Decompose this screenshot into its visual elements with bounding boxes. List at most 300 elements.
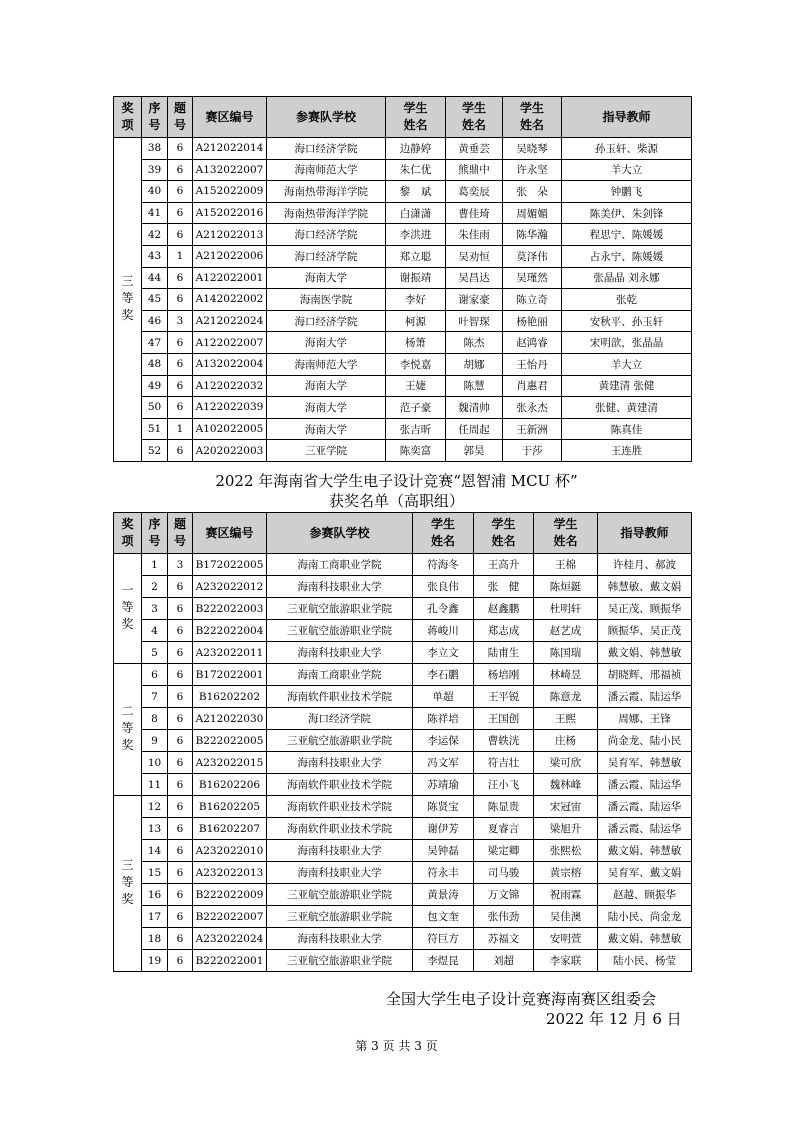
- code-cell: A212022024: [193, 310, 267, 332]
- student2-cell: 司马骏: [474, 862, 534, 884]
- school-cell: 三亚航空旅游职业学院: [267, 598, 413, 620]
- header-teacher: 指导教师: [562, 97, 692, 138]
- seq-cell: 11: [142, 774, 168, 796]
- table-row: [114, 576, 692, 598]
- student1-cell: 陈贤宝: [413, 796, 474, 818]
- student3-cell: 梁旭升: [534, 818, 598, 840]
- student2-cell: 任周起: [446, 418, 503, 440]
- topic-cell: 1: [168, 245, 193, 267]
- student1-cell: 郑立聪: [386, 245, 446, 267]
- table-row: [114, 418, 692, 440]
- topic-cell: 6: [168, 752, 193, 774]
- student3-cell: 陈立奇: [503, 289, 562, 311]
- seq-cell: 48: [142, 353, 168, 375]
- school-cell: 海南大学: [267, 397, 386, 419]
- student2-cell: 谢家豪: [446, 289, 503, 311]
- code-cell: A122022001: [193, 267, 267, 289]
- student3-cell: 吴瑾然: [503, 267, 562, 289]
- topic-cell: 6: [168, 289, 193, 311]
- school-cell: 海南师范大学: [267, 159, 386, 181]
- student3-cell: 赵艺成: [534, 620, 598, 642]
- student2-cell: 梁定卿: [474, 840, 534, 862]
- student3-cell: 陈烜鋌: [534, 576, 598, 598]
- header-school: 参赛队学校: [267, 97, 386, 138]
- student2-cell: 朱佳雨: [446, 224, 503, 246]
- student3-cell: 吴晓琴: [503, 138, 562, 160]
- student2-cell: 杨培刚: [474, 664, 534, 686]
- code-cell: B222022007: [193, 906, 267, 928]
- header-student2: 学生姓名: [474, 513, 534, 554]
- header-student1: 学生姓名: [386, 97, 446, 138]
- teacher-cell: 安秋平、孙玉轩: [562, 310, 692, 332]
- table-row: [114, 730, 692, 752]
- student1-cell: 李煜昆: [413, 950, 474, 972]
- code-cell: B172022001: [193, 664, 267, 686]
- topic-cell: 6: [168, 906, 193, 928]
- code-cell: A202022003: [193, 440, 267, 462]
- student1-cell: 苏靖瑜: [413, 774, 474, 796]
- code-cell: B222022003: [193, 598, 267, 620]
- table-row: [114, 267, 692, 289]
- teacher-cell: 吴正茂、顾振华: [598, 598, 692, 620]
- topic-cell: 3: [168, 554, 193, 576]
- code-cell: A142022002: [193, 289, 267, 311]
- student3-cell: 陈意龙: [534, 686, 598, 708]
- table-row: [114, 862, 692, 884]
- table-row: [114, 774, 692, 796]
- code-cell: A232022013: [193, 862, 267, 884]
- teacher-cell: 顾振华、吴正茂: [598, 620, 692, 642]
- teacher-cell: 许桂月、郝波: [598, 554, 692, 576]
- code-cell: A122022007: [193, 332, 267, 354]
- student1-cell: 边静婷: [386, 138, 446, 160]
- topic-cell: 6: [168, 796, 193, 818]
- student2-cell: 王平锐: [474, 686, 534, 708]
- student2-cell: 吴劝恒: [446, 245, 503, 267]
- teacher-cell: 陈美伊、朱剑锋: [562, 202, 692, 224]
- student3-cell: 林崎昱: [534, 664, 598, 686]
- topic-cell: 6: [168, 818, 193, 840]
- table-row: [114, 840, 692, 862]
- student2-cell: 万文锦: [474, 884, 534, 906]
- school-cell: 海口经济学院: [267, 310, 386, 332]
- seq-cell: 6: [142, 664, 168, 686]
- header-student3: 学生姓名: [503, 97, 562, 138]
- code-cell: B222022005: [193, 730, 267, 752]
- student1-cell: 陈祥培: [413, 708, 474, 730]
- code-cell: A122022032: [193, 375, 267, 397]
- teacher-cell: 潘云霞、陆运华: [598, 796, 692, 818]
- student1-cell: 蒋峻川: [413, 620, 474, 642]
- student3-cell: 周媚媚: [503, 202, 562, 224]
- teacher-cell: 钟鹏飞: [562, 181, 692, 203]
- code-cell: A102022005: [193, 418, 267, 440]
- code-cell: A152022009: [193, 181, 267, 203]
- student1-cell: 符海冬: [413, 554, 474, 576]
- topic-cell: 6: [168, 884, 193, 906]
- header-seq: 序号: [142, 97, 168, 138]
- student2-cell: 郑志成: [474, 620, 534, 642]
- table-row: [114, 818, 692, 840]
- seq-cell: 52: [142, 440, 168, 462]
- school-cell: 海南大学: [267, 418, 386, 440]
- table-row: [114, 289, 692, 311]
- student3-cell: 吴佳澳: [534, 906, 598, 928]
- school-cell: 三亚航空旅游职业学院: [267, 950, 413, 972]
- code-cell: B222022004: [193, 620, 267, 642]
- student1-cell: 白潇潇: [386, 202, 446, 224]
- code-cell: A232022015: [193, 752, 267, 774]
- student3-cell: 赵鸿睿: [503, 332, 562, 354]
- topic-cell: 6: [168, 686, 193, 708]
- student1-cell: 单超: [413, 686, 474, 708]
- student2-cell: 葛奕辰: [446, 181, 503, 203]
- code-cell: A232022011: [193, 642, 267, 664]
- award-level-cell: 三等奖: [114, 796, 142, 972]
- table-row: [114, 332, 692, 354]
- seq-cell: 45: [142, 289, 168, 311]
- topic-cell: 6: [168, 642, 193, 664]
- school-cell: 海口经济学院: [267, 708, 413, 730]
- school-cell: 三亚航空旅游职业学院: [267, 620, 413, 642]
- seq-cell: 42: [142, 224, 168, 246]
- topic-cell: 6: [168, 267, 193, 289]
- teacher-cell: 张晶晶 刘永娜: [562, 267, 692, 289]
- header-topic: 题号: [168, 513, 193, 554]
- school-cell: 海南科技职业大学: [267, 840, 413, 862]
- table-row: [114, 664, 692, 686]
- table-row: [114, 181, 692, 203]
- header-award: 奖项: [114, 97, 142, 138]
- student2-cell: 郭昊: [446, 440, 503, 462]
- table-row: [114, 159, 692, 181]
- seq-cell: 13: [142, 818, 168, 840]
- student2-cell: 吴昌达: [446, 267, 503, 289]
- code-cell: B16202206: [193, 774, 267, 796]
- table-row: [114, 397, 692, 419]
- teacher-cell: 韩慧敏、戴文娟: [598, 576, 692, 598]
- code-cell: A232022024: [193, 928, 267, 950]
- school-cell: 海南大学: [267, 375, 386, 397]
- topic-cell: 6: [168, 840, 193, 862]
- student1-cell: 孔令鑫: [413, 598, 474, 620]
- award-level-cell: 二等奖: [114, 664, 142, 796]
- topic-cell: 6: [168, 181, 193, 203]
- competition-title: 2022 年海南省大学生电子设计竞赛“恩智浦 MCU 杯”: [215, 472, 578, 490]
- teacher-cell: 陈真佳: [562, 418, 692, 440]
- topic-cell: 6: [168, 138, 193, 160]
- topic-cell: 1: [168, 418, 193, 440]
- student1-cell: 李好: [386, 289, 446, 311]
- topic-cell: 6: [168, 332, 193, 354]
- student2-cell: 赵鑫鹏: [474, 598, 534, 620]
- school-cell: 三亚航空旅游职业学院: [267, 884, 413, 906]
- header-student3: 学生姓名: [534, 513, 598, 554]
- student2-cell: 魏清帅: [446, 397, 503, 419]
- topic-cell: 6: [168, 353, 193, 375]
- student3-cell: 杨艳丽: [503, 310, 562, 332]
- table-row: [114, 440, 692, 462]
- student3-cell: 莫泽伟: [503, 245, 562, 267]
- header-code: 赛区编号: [193, 513, 267, 554]
- student3-cell: 李家联: [534, 950, 598, 972]
- teacher-cell: 戴文娟、韩慧敏: [598, 840, 692, 862]
- table-row: [114, 752, 692, 774]
- student1-cell: 李运保: [413, 730, 474, 752]
- code-cell: B16202207: [193, 818, 267, 840]
- teacher-cell: 赵越、顾振华: [598, 884, 692, 906]
- student1-cell: 范子豪: [386, 397, 446, 419]
- school-cell: 海南科技职业大学: [267, 642, 413, 664]
- seq-cell: 41: [142, 202, 168, 224]
- student3-cell: 陈华瀚: [503, 224, 562, 246]
- seq-cell: 18: [142, 928, 168, 950]
- seq-cell: 3: [142, 598, 168, 620]
- teacher-cell: 戴文娟、韩慧敏: [598, 642, 692, 664]
- seq-cell: 40: [142, 181, 168, 203]
- student3-cell: 张永杰: [503, 397, 562, 419]
- student3-cell: 杜明轩: [534, 598, 598, 620]
- table-body: [114, 554, 692, 972]
- seq-cell: 7: [142, 686, 168, 708]
- code-cell: A152022016: [193, 202, 267, 224]
- topic-cell: 6: [168, 202, 193, 224]
- table-header-row: [114, 97, 692, 138]
- table-body: [114, 138, 692, 462]
- code-cell: B222022009: [193, 884, 267, 906]
- teacher-cell: 黄建清 张健: [562, 375, 692, 397]
- table-row: [114, 796, 692, 818]
- topic-cell: 6: [168, 598, 193, 620]
- topic-cell: 6: [168, 159, 193, 181]
- school-cell: 海南师范大学: [267, 353, 386, 375]
- student1-cell: 张良伟: [413, 576, 474, 598]
- seq-cell: 19: [142, 950, 168, 972]
- student2-cell: 刘超: [474, 950, 534, 972]
- teacher-cell: 王连胜: [562, 440, 692, 462]
- topic-cell: 6: [168, 928, 193, 950]
- header-topic: 题号: [168, 97, 193, 138]
- student3-cell: 王熙: [534, 708, 598, 730]
- seq-cell: 46: [142, 310, 168, 332]
- teacher-cell: 程思宁、陈媛媛: [562, 224, 692, 246]
- student3-cell: 陈国瑞: [534, 642, 598, 664]
- student2-cell: 陈慧: [446, 375, 503, 397]
- header-student1: 学生姓名: [413, 513, 474, 554]
- table-row: [114, 950, 692, 972]
- topic-cell: 6: [168, 708, 193, 730]
- seq-cell: 1: [142, 554, 168, 576]
- topic-cell: 6: [168, 862, 193, 884]
- teacher-cell: 宋明歆，张晶晶: [562, 332, 692, 354]
- teacher-cell: 羊大立: [562, 159, 692, 181]
- student1-cell: 符巨方: [413, 928, 474, 950]
- student3-cell: 庄杨: [534, 730, 598, 752]
- table-row: [114, 224, 692, 246]
- header-teacher: 指导教师: [598, 513, 692, 554]
- student1-cell: 符永丰: [413, 862, 474, 884]
- code-cell: B222022001: [193, 950, 267, 972]
- code-cell: A232022012: [193, 576, 267, 598]
- student2-cell: 符吉壮: [474, 752, 534, 774]
- table-row: [114, 138, 692, 160]
- student1-cell: 柯源: [386, 310, 446, 332]
- student2-cell: 胡娜: [446, 353, 503, 375]
- student1-cell: 冯文军: [413, 752, 474, 774]
- seq-cell: 8: [142, 708, 168, 730]
- student2-cell: 张 健: [474, 576, 534, 598]
- teacher-cell: 胡晓辉、邢福祯: [598, 664, 692, 686]
- table-header-row: [114, 513, 692, 554]
- seq-cell: 44: [142, 267, 168, 289]
- school-cell: 海南工商职业学院: [267, 664, 413, 686]
- table-row: [114, 353, 692, 375]
- header-award: 奖项: [114, 513, 142, 554]
- seq-cell: 16: [142, 884, 168, 906]
- header-seq: 序号: [142, 513, 168, 554]
- topic-cell: 6: [168, 730, 193, 752]
- seq-cell: 39: [142, 159, 168, 181]
- code-cell: A212022014: [193, 138, 267, 160]
- seq-cell: 43: [142, 245, 168, 267]
- topic-cell: 6: [168, 950, 193, 972]
- school-cell: 海南软件职业技术学院: [267, 796, 413, 818]
- code-cell: A212022030: [193, 708, 267, 730]
- table-row: [114, 202, 692, 224]
- student3-cell: 王棉: [534, 554, 598, 576]
- seq-cell: 38: [142, 138, 168, 160]
- student1-cell: 王婕: [386, 375, 446, 397]
- school-cell: 海南软件职业技术学院: [267, 774, 413, 796]
- school-cell: 海南科技职业大学: [267, 576, 413, 598]
- student2-cell: 曹轶洸: [474, 730, 534, 752]
- award-level-cell: 一等奖: [114, 554, 142, 664]
- school-cell: 三亚航空旅游职业学院: [267, 730, 413, 752]
- page-number: 第 3 页 共 3 页: [355, 1039, 438, 1053]
- student3-cell: 祝雨霖: [534, 884, 598, 906]
- seq-cell: 17: [142, 906, 168, 928]
- organizer-signature: 全国大学生电子设计竞赛海南赛区组委会: [386, 990, 657, 1008]
- school-cell: 海南科技职业大学: [267, 752, 413, 774]
- topic-cell: 6: [168, 774, 193, 796]
- student3-cell: 魏林峰: [534, 774, 598, 796]
- teacher-cell: 占永宁、陈媛媛: [562, 245, 692, 267]
- teacher-cell: 吴育军、戴文娟: [598, 862, 692, 884]
- student1-cell: 谢伊芳: [413, 818, 474, 840]
- seq-cell: 4: [142, 620, 168, 642]
- student2-cell: 夏睿言: [474, 818, 534, 840]
- student3-cell: 梁可欣: [534, 752, 598, 774]
- student2-cell: 熊鼎中: [446, 159, 503, 181]
- school-cell: 海南科技职业大学: [267, 862, 413, 884]
- student2-cell: 张伟劲: [474, 906, 534, 928]
- student3-cell: 许永坚: [503, 159, 562, 181]
- student3-cell: 王新洲: [503, 418, 562, 440]
- seq-cell: 51: [142, 418, 168, 440]
- student1-cell: 陈奕富: [386, 440, 446, 462]
- teacher-cell: 戴文娟、韩慧敏: [598, 928, 692, 950]
- code-cell: A122022039: [193, 397, 267, 419]
- seq-cell: 50: [142, 397, 168, 419]
- teacher-cell: 潘云霞、陆运华: [598, 774, 692, 796]
- student3-cell: 张 朵: [503, 181, 562, 203]
- student2-cell: 王高升: [474, 554, 534, 576]
- student1-cell: 包文奎: [413, 906, 474, 928]
- school-cell: 海口经济学院: [267, 224, 386, 246]
- teacher-cell: 周娜、王锋: [598, 708, 692, 730]
- award-table-undergrad: [113, 96, 692, 462]
- teacher-cell: 羊大立: [562, 353, 692, 375]
- student2-cell: 黄垂芸: [446, 138, 503, 160]
- code-cell: A132022004: [193, 353, 267, 375]
- table-row: [114, 620, 692, 642]
- teacher-cell: 尚金龙、陆小民: [598, 730, 692, 752]
- student3-cell: 宋冠宙: [534, 796, 598, 818]
- seq-cell: 49: [142, 375, 168, 397]
- table-row: [114, 642, 692, 664]
- student3-cell: 安明萱: [534, 928, 598, 950]
- student3-cell: 于莎: [503, 440, 562, 462]
- school-cell: 海南热带海洋学院: [267, 202, 386, 224]
- topic-cell: 6: [168, 375, 193, 397]
- student2-cell: 王国创: [474, 708, 534, 730]
- student2-cell: 曹佳琦: [446, 202, 503, 224]
- seq-cell: 15: [142, 862, 168, 884]
- code-cell: A232022010: [193, 840, 267, 862]
- teacher-cell: 陆小民、杨莹: [598, 950, 692, 972]
- table-row: [114, 375, 692, 397]
- student1-cell: 李洪进: [386, 224, 446, 246]
- school-cell: 海南工商职业学院: [267, 554, 413, 576]
- school-cell: 海南软件职业技术学院: [267, 686, 413, 708]
- seq-cell: 10: [142, 752, 168, 774]
- code-cell: A212022006: [193, 245, 267, 267]
- school-cell: 海南大学: [267, 332, 386, 354]
- student1-cell: 张吉昕: [386, 418, 446, 440]
- header-student2: 学生姓名: [446, 97, 503, 138]
- seq-cell: 47: [142, 332, 168, 354]
- table-row: [114, 884, 692, 906]
- student2-cell: 陈显贵: [474, 796, 534, 818]
- competition-subtitle: 获奖名单（高职组）: [328, 492, 464, 510]
- student1-cell: 杨箫: [386, 332, 446, 354]
- award-level-cell: 三等奖: [114, 138, 142, 462]
- student1-cell: 谢振靖: [386, 267, 446, 289]
- topic-cell: 6: [168, 397, 193, 419]
- award-table-vocational: [113, 512, 692, 972]
- code-cell: A212022013: [193, 224, 267, 246]
- teacher-cell: 张乾: [562, 289, 692, 311]
- student2-cell: 苏福文: [474, 928, 534, 950]
- topic-cell: 6: [168, 440, 193, 462]
- code-cell: B172022005: [193, 554, 267, 576]
- student2-cell: 汪小飞: [474, 774, 534, 796]
- student3-cell: 王怡丹: [503, 353, 562, 375]
- school-cell: 三亚航空旅游职业学院: [267, 906, 413, 928]
- teacher-cell: 孙玉轩、柴源: [562, 138, 692, 160]
- student1-cell: 李立文: [413, 642, 474, 664]
- student1-cell: 李悦嘉: [386, 353, 446, 375]
- seq-cell: 5: [142, 642, 168, 664]
- student3-cell: 黄宗榕: [534, 862, 598, 884]
- teacher-cell: 陆小民、尚金龙: [598, 906, 692, 928]
- student1-cell: 朱仁优: [386, 159, 446, 181]
- teacher-cell: 张健、黄建清: [562, 397, 692, 419]
- table-row: [114, 245, 692, 267]
- teacher-cell: 潘云霞、陆运华: [598, 818, 692, 840]
- topic-cell: 6: [168, 664, 193, 686]
- code-cell: B16202205: [193, 796, 267, 818]
